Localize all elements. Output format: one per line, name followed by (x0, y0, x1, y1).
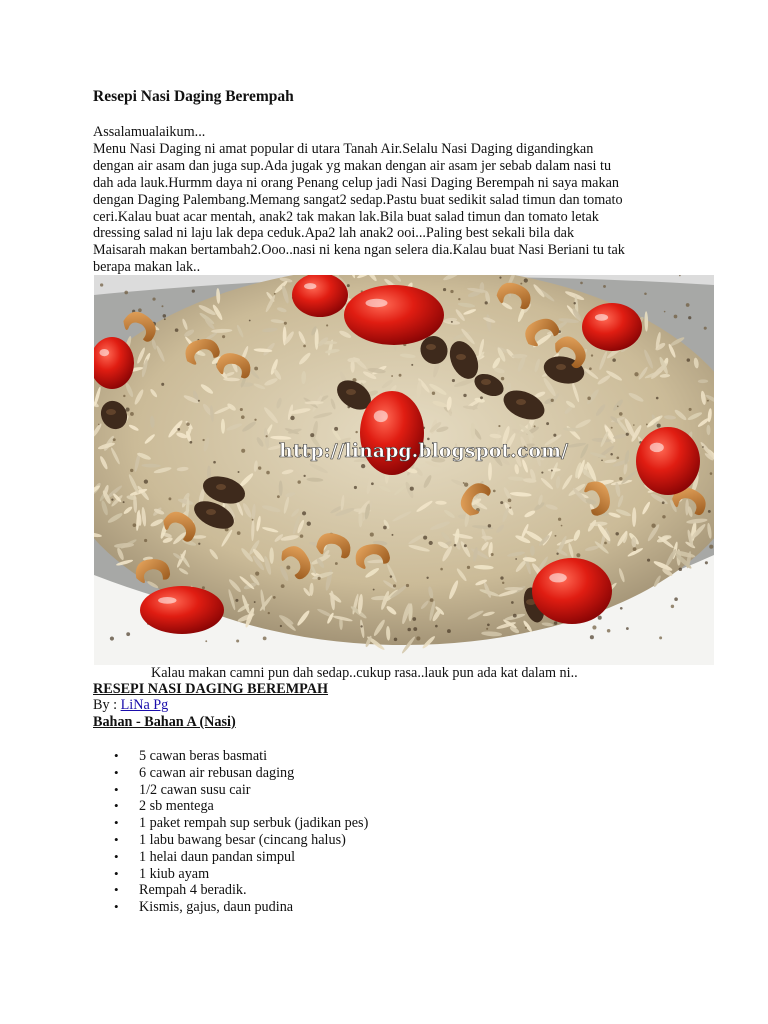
byline-prefix: By : (93, 697, 121, 713)
byline (93, 697, 168, 714)
ingredient-list (93, 748, 368, 916)
intro-line: ceri.Kalau buat acar mentah, anak2 tak makan lak.Bila buat salad timun dan tomato letak (93, 208, 599, 225)
intro-line: dengan Daging Palembang.Memang sangat2 sedap.Pastu buat sedikit salad timun dan tomato (93, 191, 623, 208)
page-title: Resepi Nasi Daging Berempah (93, 88, 294, 105)
intro-line: Assalamualaikum... (93, 124, 206, 140)
intro-line: berapa makan lak.. (93, 259, 201, 276)
nasi-daging-photo (94, 275, 714, 665)
cherry-tomato (636, 427, 700, 495)
intro-line: Menu Nasi Daging ni amat popular di utara Tanah Air.Selalu Nasi Daging digandingkan (93, 140, 594, 157)
ingredient-item: • 1 helai daun pandan simpul (93, 849, 368, 866)
intro-line: Maisarah makan bertambah2.Ooo..nasi ni kena ngan selera dia.Kalau buat Nasi Beriani tu tak (93, 242, 625, 259)
ingredient-item: • 2 sb mentega (93, 798, 368, 815)
intro-line: dah ada lauk.Hurmm daya ni orang Penang celup jadi Nasi Daging Berempah ni saya makan (93, 174, 619, 191)
cherry-tomato (140, 586, 224, 634)
author-link[interactable]: LiNa Pg (120, 697, 169, 713)
intro-line: dengan air asam dan juga sup.Ada jugak yg makan dengan air asam jer sebab dalam nasi tu (93, 157, 612, 174)
cherry-tomato (360, 391, 424, 475)
cherry-tomato (292, 275, 348, 317)
ingredient-item: • 1 paket rempah sup serbuk (jadikan pes) (93, 815, 368, 832)
cherry-tomato (344, 285, 444, 345)
ingredient-item: • 1 labu bawang besar (cincang halus) (93, 832, 368, 849)
recipe-heading: RESEPI NASI DAGING BEREMPAH (93, 681, 329, 697)
ingredient-item: • 1 kiub ayam (93, 866, 368, 883)
ingredients-heading: Bahan - Bahan A (Nasi) (93, 714, 236, 730)
ingredient-item: • 1/2 cawan susu cair (93, 782, 368, 799)
photo-watermark: http://linapg.blogspot.com/ (279, 440, 569, 462)
ingredient-item: • 6 cawan air rebusan daging (93, 765, 368, 782)
ingredient-item: • Rempah 4 beradik. (93, 882, 368, 899)
cherry-tomato (582, 303, 642, 351)
intro-line: dressing salad ni laju lak depa ceduk.Apa2 lah anak2 ooi...Paling best sekali bila dak (93, 225, 575, 242)
photo-caption: Kalau makan camni pun dah sedap..cukup rasa..lauk pun ada kat dalam ni.. (151, 665, 578, 681)
ingredient-item: • 5 cawan beras basmati (93, 748, 368, 765)
ingredient-item: • Kismis, gajus, daun pudina (93, 899, 368, 916)
intro-text (93, 124, 693, 276)
cherry-tomato (532, 558, 612, 624)
